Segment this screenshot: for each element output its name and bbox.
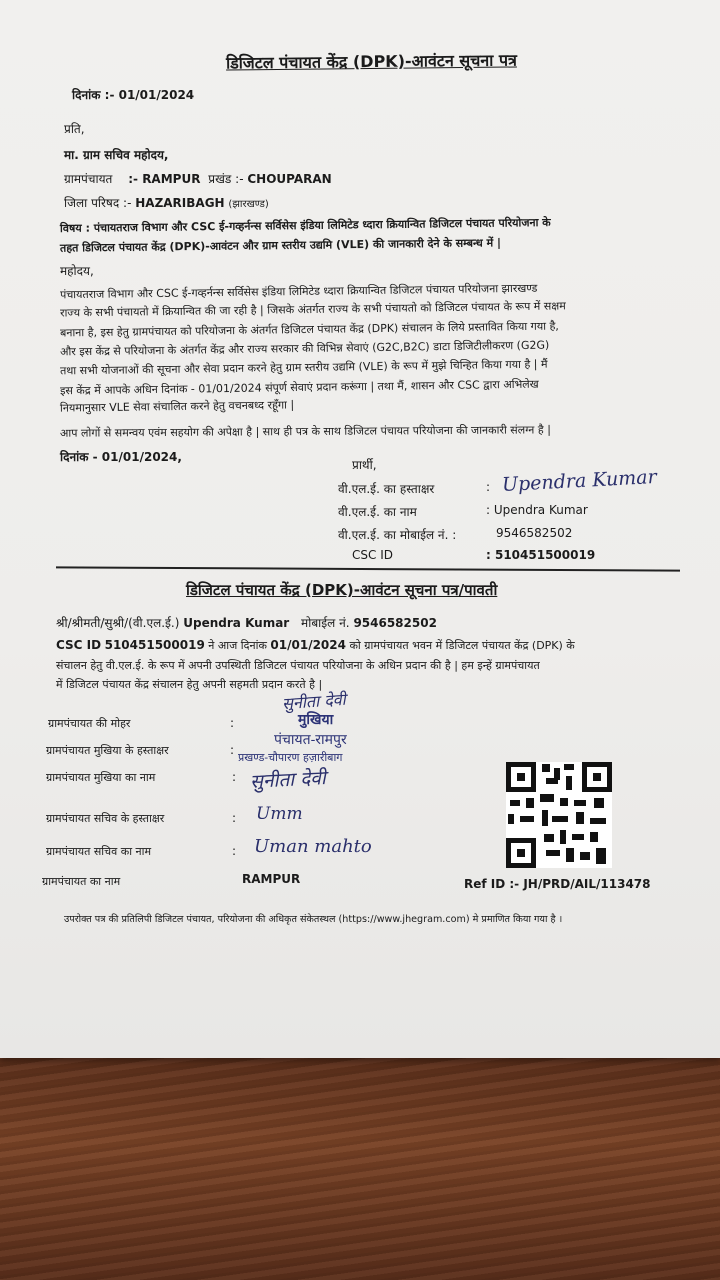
stamp-line-3: प्रखण्ड-चौपारण हज़ारीबाग: [238, 751, 343, 764]
secretary-name-handwritten: Uman mahto: [254, 836, 372, 857]
vle-mobile-value: 9546582502: [496, 526, 573, 540]
vle-name-value: : Upendra Kumar: [486, 503, 588, 517]
receipt-mobile-label: मोबाईल नं.: [301, 616, 350, 630]
secretary-sign-colon: :: [232, 811, 237, 825]
receipt-csc-value: 510451500019: [104, 638, 205, 652]
subject-label: विषय :: [59, 221, 91, 235]
seal-colon: :: [230, 716, 235, 730]
receipt-date: 01/01/2024: [270, 638, 346, 652]
csc-id-value: : 510451500019: [486, 548, 596, 562]
block-value: CHOUPARAN: [247, 172, 332, 186]
qr-code: [506, 762, 612, 868]
district-label: जिला परिषद :-: [64, 196, 132, 210]
wooden-table-background: [0, 1050, 720, 1280]
recipient-line: मा. ग्राम सचिव महोदय,: [64, 148, 169, 162]
body-line: इस केंद्र में आपके अधिन दिनांक - 01/01/2024 संपूर्ण सेवाएं प्रदान करूंगा | तथा मैं, शासन और CSC द्वारा अभिलेख: [59, 377, 539, 398]
gp-value: :- RAMPUR: [128, 172, 201, 186]
section-divider: [56, 566, 680, 571]
body-line: बनाना है, इस हेतु ग्रामपंचायत को परियोजना के अंतर्गत डिजिटल पंचायत केंद्र (DPK) संचालन के लिये प्रस्तावित किया गया है,: [59, 319, 559, 340]
body-line: राज्य के सभी पंचायतो में क्रियान्वित की जा रही है | जिसके अंतर्गत राज्य के सभी पंचायतो को डिजिटल पंचायत के रूप में सक्षम: [59, 299, 566, 320]
applicant-label: प्रार्थी,: [352, 458, 377, 472]
vle-name-label: वी.एल.ई. का नाम: [338, 505, 417, 519]
vle-prefix: श्री/श्रीमती/सुश्री/(वी.एल.ई.): [56, 616, 180, 630]
cooperation-line: आप लोगों से समन्वय एवंम सहयोग की अपेक्षा है | साथ ही पत्र के साथ डिजिटल पंचायत परियोजना की जानकारी संलग्न है |: [59, 423, 551, 440]
head-sign-colon: :: [230, 743, 235, 757]
gp-name-label: ग्रामपंचायत का नाम: [42, 875, 121, 888]
receipt-para-line-3: में डिजिटल पंचायत केंद्र संचालन हेतु अपनी सहमती प्रदान करते है |: [56, 678, 323, 691]
gp-label: ग्रामपंचायत: [64, 172, 113, 186]
secretary-name-colon: :: [232, 844, 237, 858]
signoff-date: दिनांक - 01/01/2024,: [60, 450, 182, 464]
vle-sign-colon: :: [486, 480, 491, 494]
head-name-handwritten: सुनीता देवी: [249, 767, 327, 793]
body-line: तथा सभी योजनाओं की सूचना और सेवा प्रदान करने हेतु ग्राम स्तरीय उद्यमि (VLE) के रूप में मुझे चिन्हित किया गया है | मैं: [59, 357, 548, 378]
subject-line-1: [60, 215, 551, 236]
csc-id-label: CSC ID: [352, 548, 393, 562]
vle-mobile-label: वी.एल.ई. का मोबाईल नं. :: [338, 528, 457, 542]
receipt-csc-label: CSC ID: [56, 638, 102, 652]
vle-sign-label: वी.एल.ई. का हस्ताक्षर: [338, 482, 435, 496]
mukhiya-signature-top: सुनीता देवी: [281, 689, 347, 714]
secretary-name-label: ग्रामपंचायत सचिव का नाम: [46, 845, 152, 858]
subject-line-2: तहत डिजिटल पंचायत केंद्र (DPK)-आवंटन और ग्राम स्तरीय उद्यमि (VLE) की जानकारी देने के सम्बन्ध में |: [59, 236, 502, 255]
district-line: [64, 194, 269, 211]
document-title: डिजिटल पंचायत केंद्र (DPK)-आवंटन सूचना पत्र: [225, 50, 517, 73]
block-label: प्रखंड :-: [208, 172, 244, 186]
head-name-colon: :: [232, 770, 237, 784]
stamp-line-1: मुखिया: [298, 712, 334, 728]
head-name-label: ग्रामपंचायत मुखिया का नाम: [46, 771, 156, 784]
state-label: (झारखण्ड): [228, 199, 269, 210]
secretary-signature: Umm: [256, 804, 303, 824]
receipt-text: को ग्रामपंचायत भवन में डिजिटल पंचायत केंद्र (DPK) के: [349, 639, 575, 652]
receipt-title: डिजिटल पंचायत केंद्र (DPK)-आवंटन सूचना पत्र/पावती: [186, 581, 498, 599]
reference-id: Ref ID :- JH/PRD/AIL/113478: [464, 877, 651, 891]
gp-line: [64, 170, 332, 187]
vle-signature: Upendra Kumar: [501, 465, 658, 497]
district-value: HAZARIBAGH: [135, 196, 225, 210]
body-line: और इस केंद्र से परियोजना के अंतर्गत केंद्र और राज्य सरकार की विभिन्न सेवाएं (G2C,B2C) डाटा डिजिटीलीकरण (G2G): [59, 338, 550, 359]
head-sign-label: ग्रामपंचायत मुखिया के हस्ताक्षर: [46, 744, 169, 757]
receipt-para-line-1: [56, 638, 575, 653]
body-line: पंचायतराज विभाग और CSC ई-गव्हर्नन्स सर्विसेस इंडिया लिमिटेड ध्दारा क्रियान्वित डिजिटल पंचायत परियोजना झारखण्ड: [59, 281, 538, 302]
prati-label: प्रति,: [64, 122, 85, 136]
receipt-vle-name: Upendra Kumar: [183, 616, 290, 630]
receipt-mobile-value: 9546582502: [353, 616, 437, 630]
seal-label: ग्रामपंचायत की मोहर: [48, 717, 131, 730]
stamp-line-2: पंचायत-रामपुर: [274, 732, 347, 748]
salutation: महोदय,: [60, 264, 94, 278]
subject-text-1: पंचायतराज विभाग और CSC ई-गव्हर्नन्स सर्विसेस इंडिया लिमिटेड ध्दारा क्रियान्वित डिजिटल पंचायत परियोजना के: [93, 216, 551, 235]
receipt-vle-line: [56, 614, 437, 631]
footer-note: उपरोक्त पत्र की प्रतिलिपी डिजिटल पंचायत, परियोजना की अधिकृत संकेतस्थल (https://www.jhegram.com) मे प्रमाणित किया गया है ।: [64, 914, 563, 925]
secretary-sign-label: ग्रामपंचायत सचिव के हस्ताक्षर: [46, 812, 165, 825]
date-line: दिनांक :- 01/01/2024: [72, 88, 195, 102]
body-line: नियमानुसार VLE सेवा संचालित करने हेतु वचनबध्द रहूँगा |: [59, 398, 295, 415]
receipt-text: ने आज दिनांक: [208, 639, 267, 652]
receipt-para-line-2: संचालन हेतु वी.एल.ई. के रूप में अपनी उपस्थिती डिजिटल पंचायत परियोजना के अधिन प्रदान की है | हम इन्हें ग्रामपंचायत: [56, 659, 540, 672]
gp-name-value: RAMPUR: [242, 872, 301, 886]
